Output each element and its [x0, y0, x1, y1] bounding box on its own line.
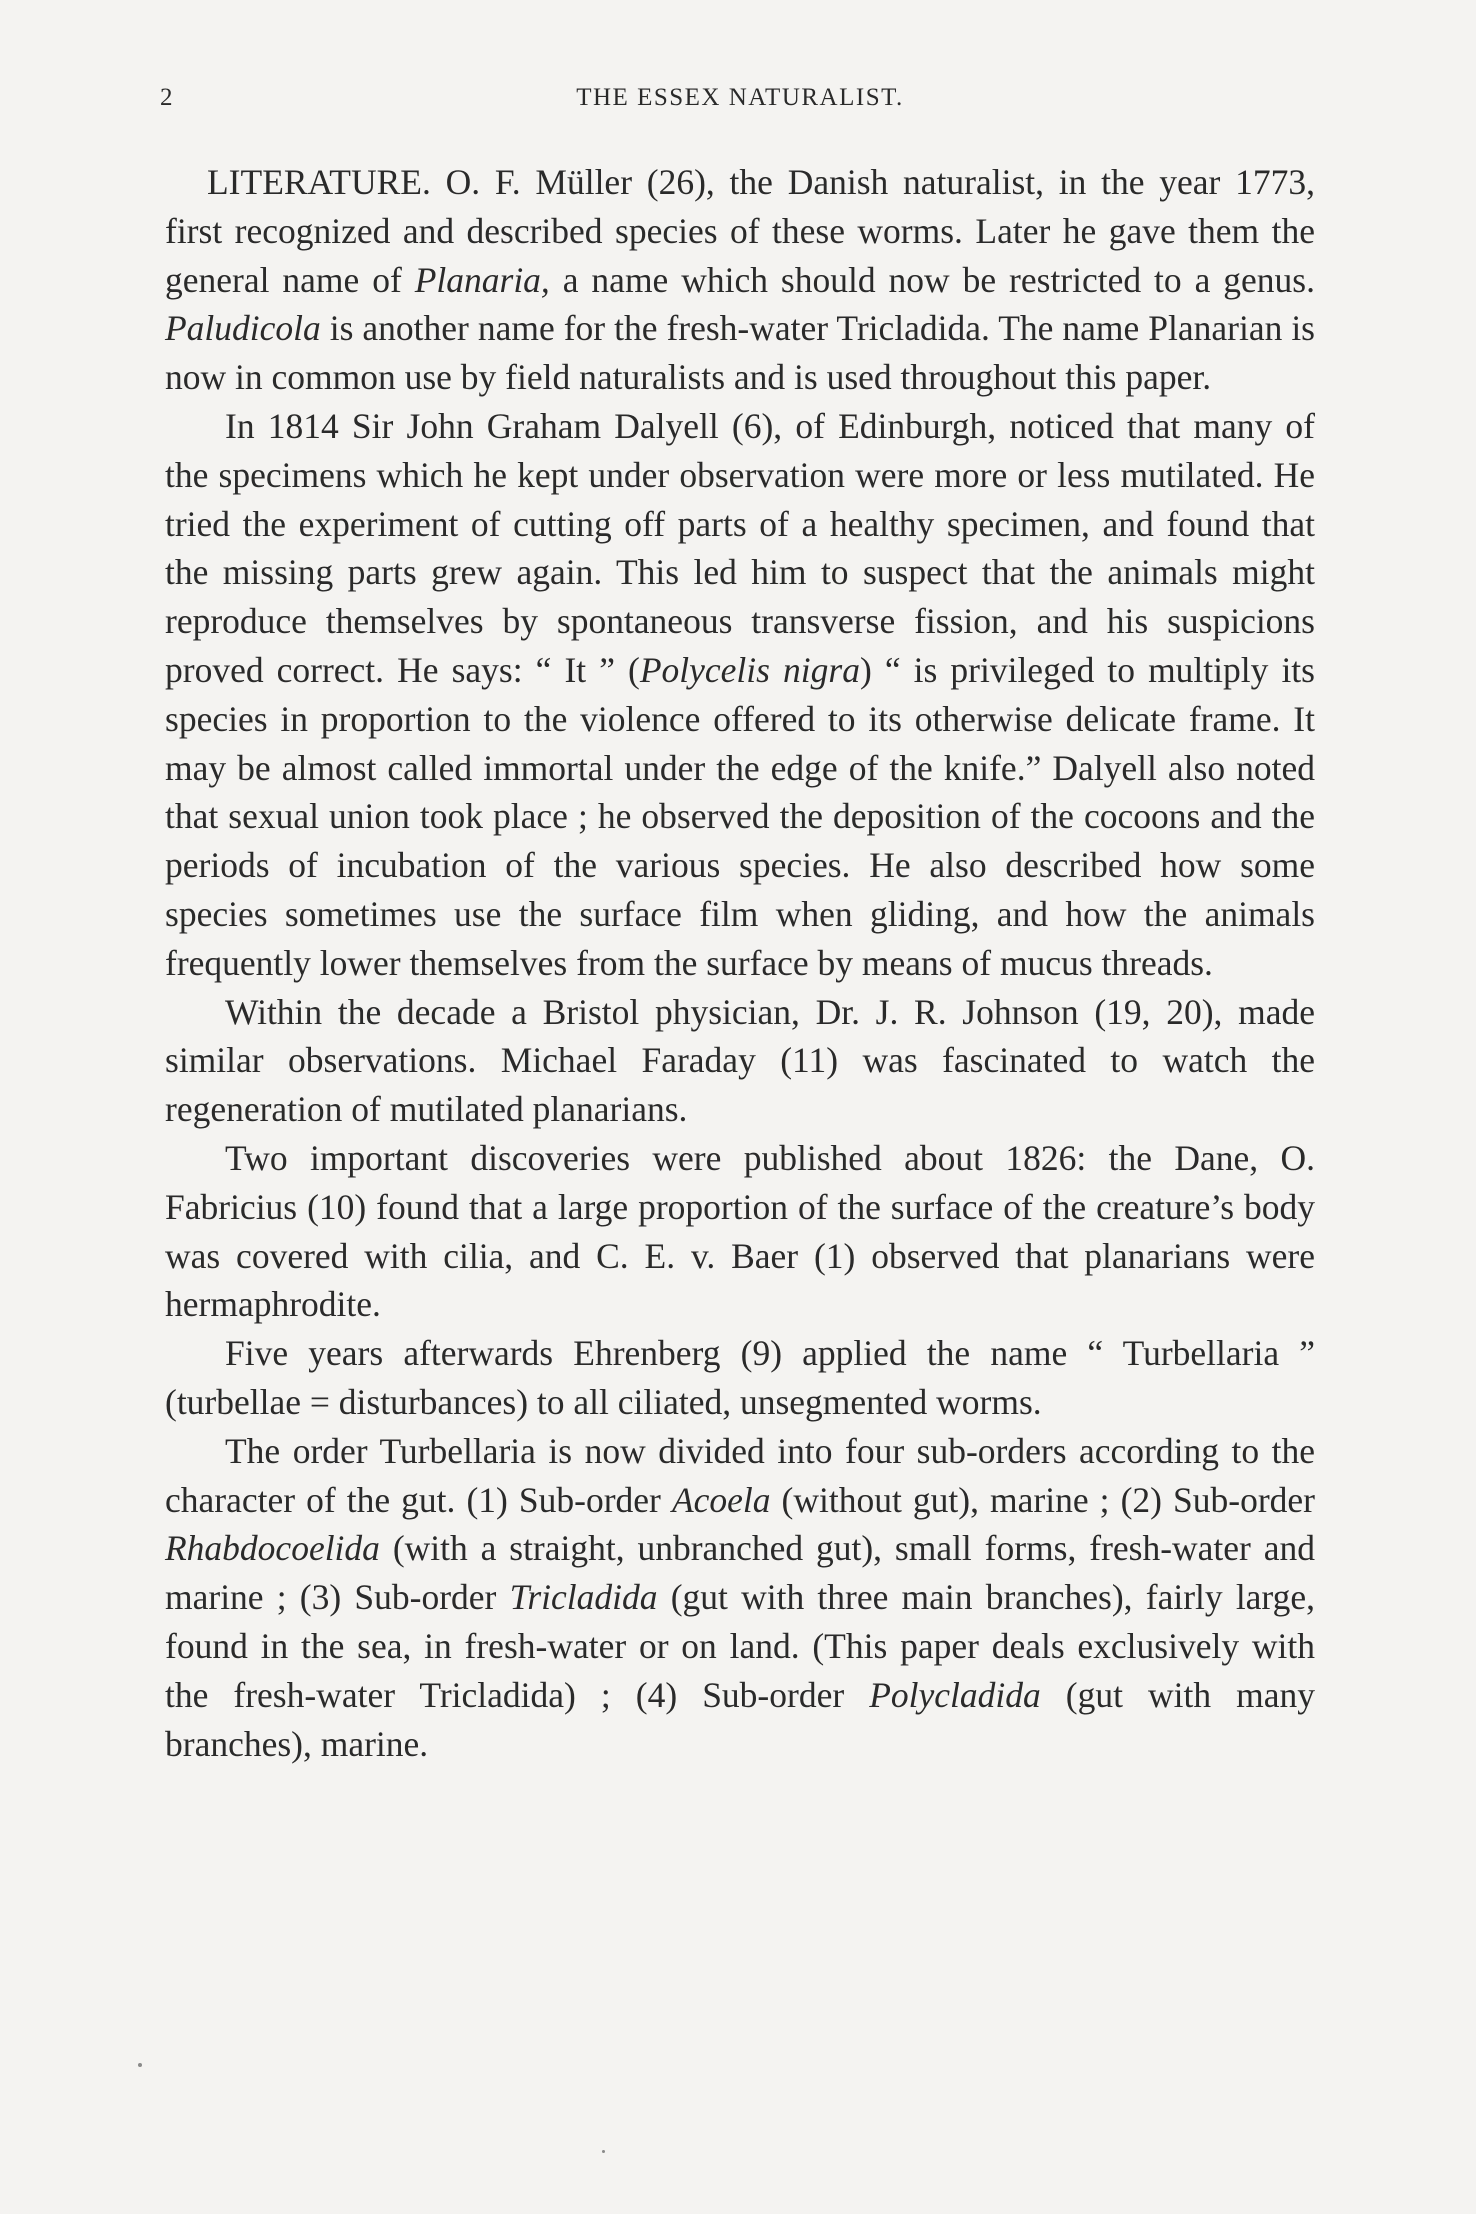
text-run: Within the decade a Bristol physician, Dr. J. R. Johnson (19, 20), made similar observations. Michael Faraday (11) was fascinated to watch the regeneration of mutilated planarians.: [165, 991, 1315, 1130]
page-number: 2: [160, 84, 174, 111]
paragraph-discoveries: [165, 1134, 1315, 1329]
text-run: The order Turbellaria is now divided into four sub-orders according to the character of the gut. (1) Sub-order: [165, 1430, 1315, 1520]
italic-term: Rhabdocoelida: [165, 1528, 380, 1569]
italic-term: Polycelis nigra: [639, 649, 860, 690]
italic-term: Tricladida: [509, 1577, 658, 1618]
running-head: [160, 84, 1320, 124]
text-run: a name which should now be restricted to a genus.: [549, 259, 1315, 300]
text-run: (gut with three main branches), fairly large, found in the sea, in fresh-water or on land. (This paper deals exclusively with the fresh-water Tricladida) ; (4) Sub-order: [165, 1577, 1315, 1715]
journal-title: THE ESSEX NATURALIST.: [576, 84, 904, 111]
text-run: In 1814 Sir John Graham Dalyell (6), of Edinburgh, noticed that many of the specimens which he kept under observation were more or less mutilated. He tried the experiment of cutting off parts of a healthy specimen, and found that the missing parts grew again. This led him to suspect that the animals might reproduce themselves by spontaneous transverse fission, and his suspicions proved correct. He says: “ It ” (: [165, 405, 1315, 690]
text-run: is another name for the fresh-water Tricladida. The name Planarian is now in common use by field naturalists and is used throughout this paper.: [165, 308, 1315, 398]
text-run: (without gut), marine ; (2) Sub-order: [770, 1479, 1315, 1520]
text-run: ) “ is privileged to multiply its species in proportion to the violence offered to its otherwise delicate frame. It may be almost called immortal under the edge of the knife.” Dalyell also noted that sexual union took place ; he observed the deposition of the cocoons and the periods of incubation of the various species. He also described how some species sometimes use the surface film when gliding, and how the animals frequently lower themselves from the surface by means of mucus threads.: [165, 649, 1315, 983]
text-run: Five years afterwards Ehrenberg (9) applied the name “ Turbellaria ” (turbellae = disturbances) to all ciliated, unsegmented worms.: [165, 1333, 1315, 1422]
italic-term: Polycladida: [869, 1674, 1041, 1715]
paper-speck: [602, 2150, 605, 2153]
italic-term: Acoela: [671, 1479, 771, 1520]
paper-speck: [138, 2063, 142, 2067]
text-run: (with a straight, unbranched gut), small forms, fresh-water and marine ; (3) Sub-order: [165, 1528, 1315, 1618]
text-run: LITERATURE. O. F. Müller (26), the Danish naturalist, in the year 1773, first recognized and described species of these worms. Later he gave them the general name of: [165, 162, 1315, 300]
italic-term: Planaria,: [414, 259, 550, 300]
paragraph-johnson: [165, 988, 1315, 1134]
body-text: [165, 158, 1315, 1768]
paragraph-dalyell: [165, 402, 1315, 988]
text-run: (gut with many branches), marine.: [165, 1674, 1316, 1764]
text-run: Two important discoveries were published about 1826: the Dane, O. Fabricius (10) found that a large proportion of the surface of the creature’s body was covered with cilia, and C. E. v. Baer (1) observed that planarians were hermaphrodite.: [165, 1137, 1315, 1325]
paragraph-literature: [165, 158, 1315, 402]
paragraph-ehrenberg: [165, 1329, 1315, 1427]
paragraph-suborders: [165, 1427, 1315, 1769]
italic-term: Paludicola: [165, 308, 321, 349]
